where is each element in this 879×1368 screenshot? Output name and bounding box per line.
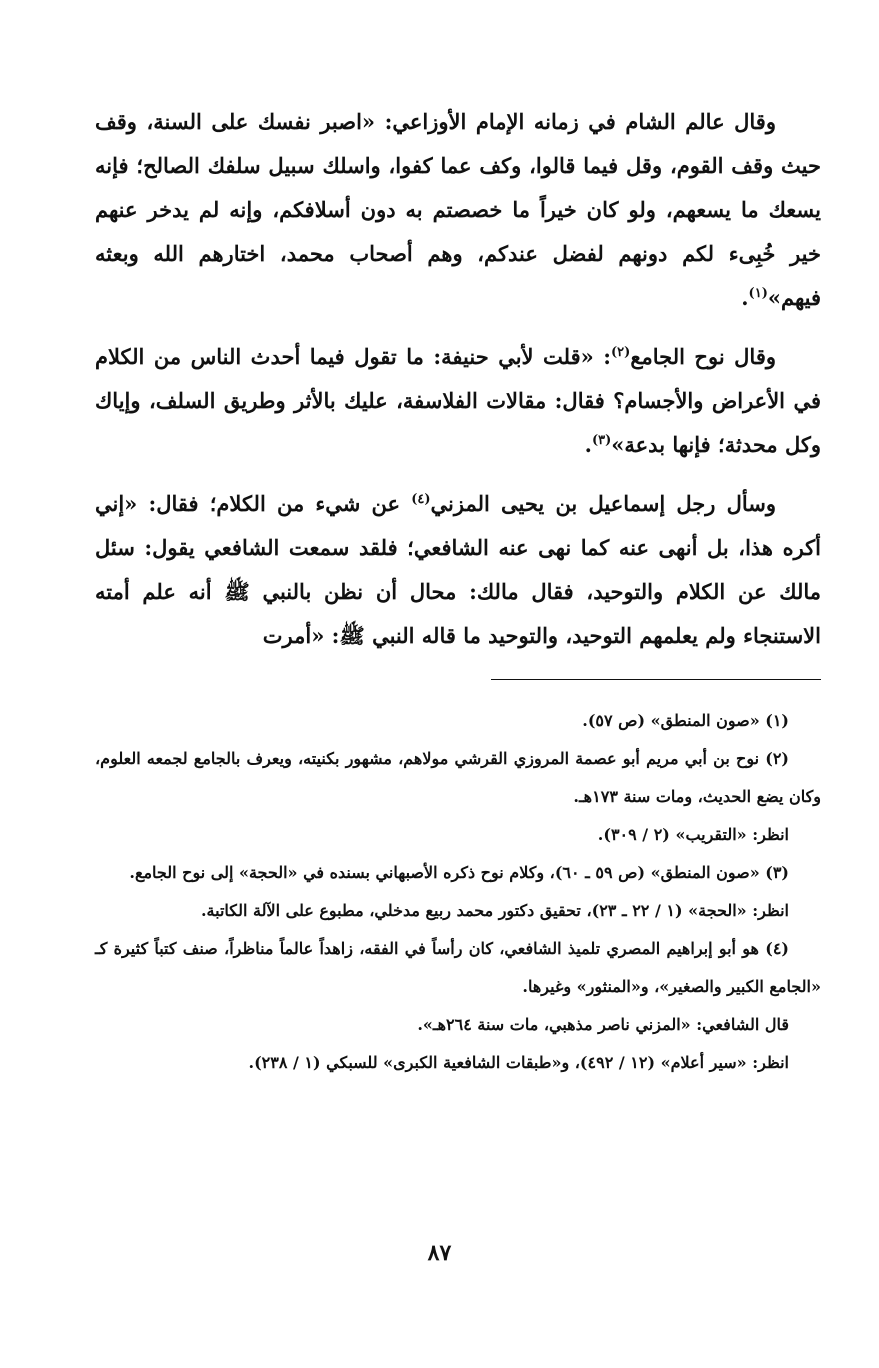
paragraph-muzani xyxy=(95,482,821,658)
paragraph-tail: . xyxy=(584,432,592,457)
footnote: (٣) «صون المنطق» (ص ٥٩ ـ ٦٠)، وكلام نوح ذكره الأصبهاني بسنده في «الحجة» إلى نوح الجامع. xyxy=(129,863,789,882)
paragraph-text: : «قلت لأبي حنيفة: ما تقول فيما أحدث الناس من الكلام في الأعراض والأجسام؟ فقال: مقالات الفلاسفة، عليك بالأثر وطريق السلف، وإياك وكل محدثة؛ فإنها بدعة» xyxy=(95,344,821,457)
footnote: انظر: «التقريب» (٢ / ٣٠٩). xyxy=(597,825,789,844)
footnote-ref-4: (٤) xyxy=(411,492,431,507)
paragraph-tail: . xyxy=(741,285,749,310)
footnote-ref-2: (٢) xyxy=(611,345,631,360)
footnote-separator-wrap xyxy=(95,673,821,702)
footnote: (٤) هو أبو إبراهيم المصري تلميذ الشافعي، كان رأساً في الفقه، زاهداً عالماً مناظراً، صنف كتباً كثيرة كـ «الجامع الكبير والصغير»، و«المنثور» وغيرها. xyxy=(95,939,821,996)
page-number: ٨٧ xyxy=(427,1240,452,1266)
footnote: انظر: «سير أعلام» (١٢ / ٤٩٢)، و«طبقات الشافعية الكبرى» للسبكي (١ / ٢٣٨). xyxy=(248,1053,789,1072)
paragraph-awzai xyxy=(95,100,821,320)
paragraph-text: عن شيء من الكلام؛ فقال: «إني أكره هذا، بل أنهى عنه كما نهى عنه الشافعي؛ فلقد سمعت الشافعي يقول: سئل مالك عن الكلام والتوحيد، فقال مالك: محال أن نظن بالنبي ﷺ أنه علم أمته الاستنجاء ولم يعلمهم التوحيد، والتوحيد ما قاله النبي ﷺ: «أمرت xyxy=(95,491,821,648)
footnote: (١) «صون المنطق» (ص ٥٧). xyxy=(582,711,789,730)
paragraph-lead: وسأل رجل إسماعيل بن يحيى المزني xyxy=(430,491,776,516)
footnote-ref-1: (١) xyxy=(748,286,768,301)
footnote: قال الشافعي: «المزني ناصر مذهبي، مات سنة ٢٦٤هـ». xyxy=(417,1015,789,1034)
footnote: انظر: «الحجة» (١ / ٢٢ ـ ٢٣)، تحقيق دكتور محمد ربيع مدخلي، مطبوع على الآلة الكاتبة. xyxy=(200,901,789,920)
footnote-separator xyxy=(491,679,821,680)
paragraph-nuh xyxy=(95,335,821,467)
paragraph-lead: وقال نوح الجامع xyxy=(630,344,777,369)
footnote: (٢) نوح بن أبي مريم أبو عصمة المروزي القرشي مولاهم، مشهور بكنيته، ويعرف بالجامع لجمعه العلوم، وكان يضع الحديث، ومات سنة ١٧٣هـ. xyxy=(95,749,821,806)
footnotes xyxy=(95,702,821,1082)
main-text xyxy=(95,100,821,658)
footnote-ref-3: (٣) xyxy=(591,433,612,448)
paragraph-text: وقال عالم الشام في زمانه الإمام الأوزاعي: «اصبر نفسك على السنة، وقف حيث وقف القوم، وقل فيما قالوا، وكف عما كفوا، واسلك سبيل سلفك الصالح؛ فإنه يسعك ما يسعهم، ولو كان خيراً ما خصصتم به دون أسلافكم، وإنه لم يدخر عنهم خير خُبِىء لكم دونهم لفضل عندكم، وهم أصحاب محمد، اختارهم الله وبعثه فيهم» xyxy=(95,109,821,310)
